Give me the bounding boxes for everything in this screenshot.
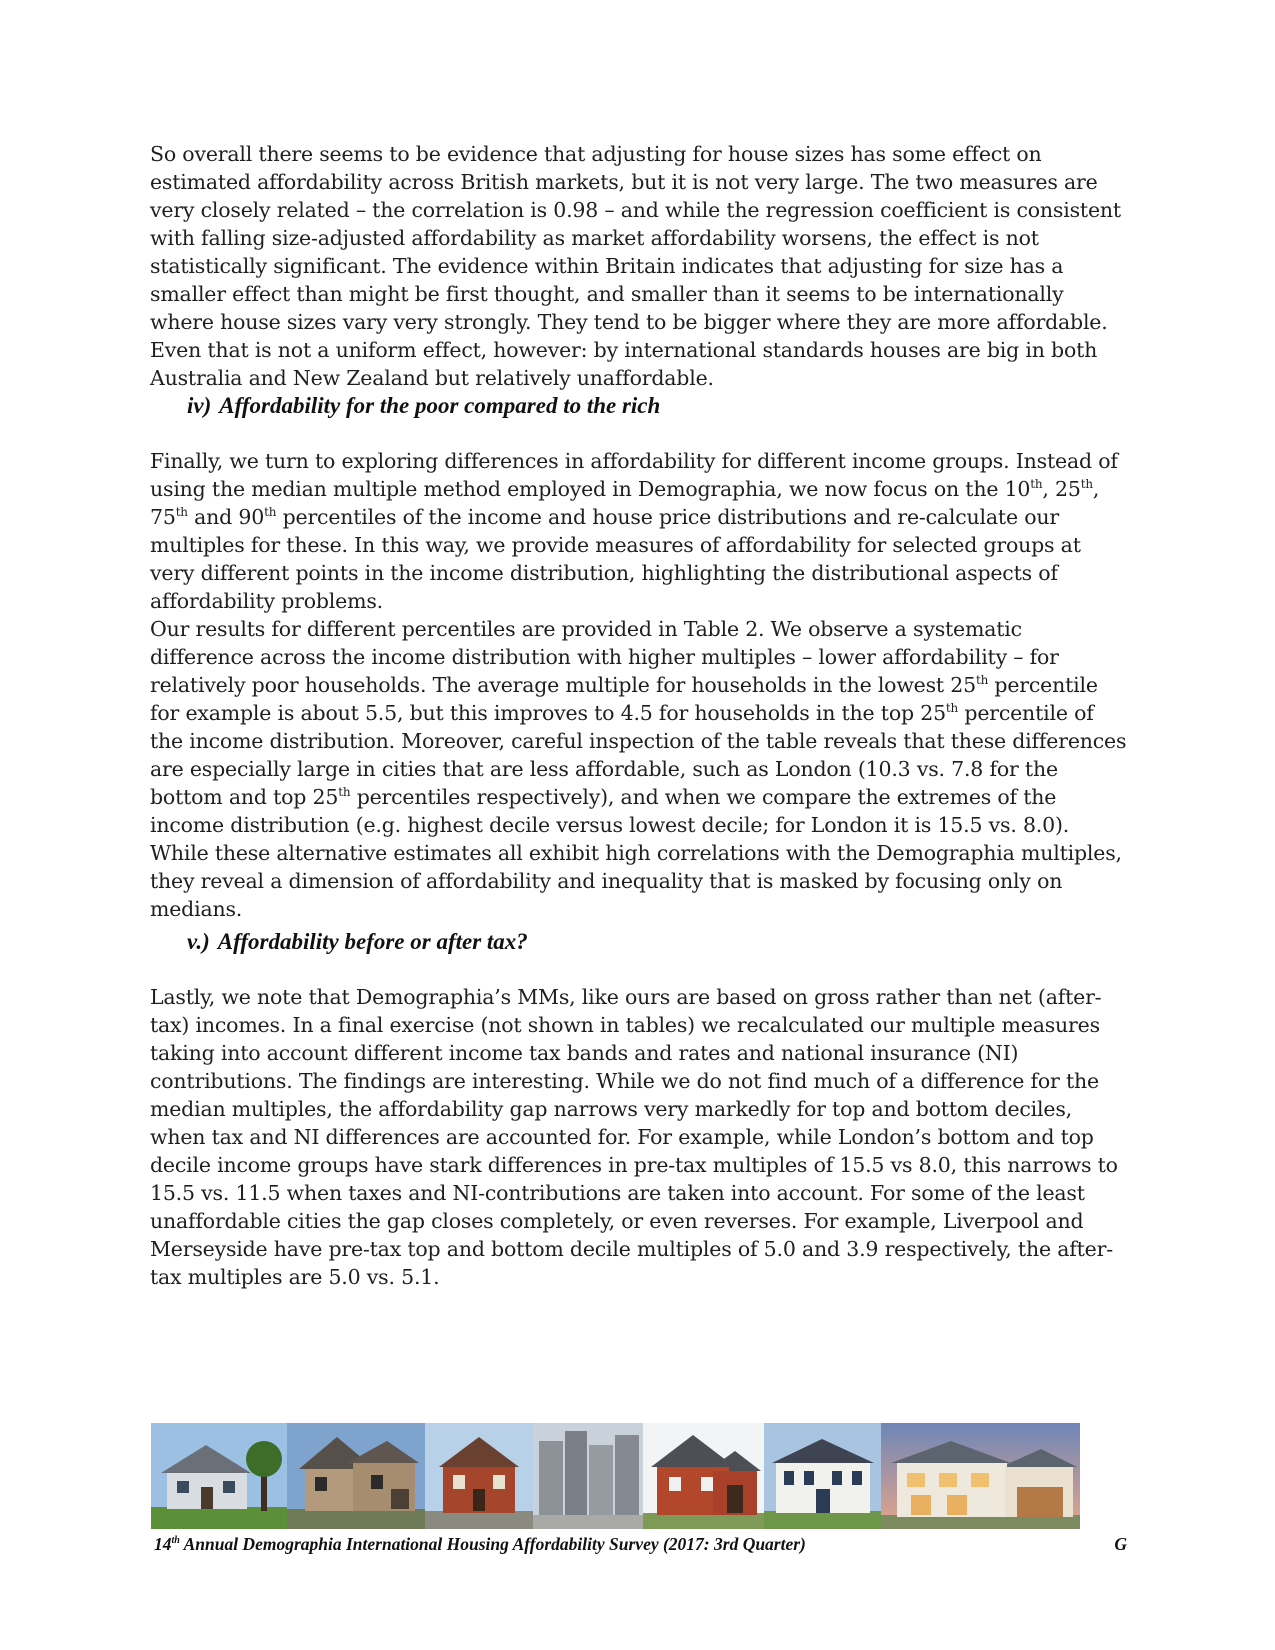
section-heading-v: [187, 928, 536, 956]
house-photo: [425, 1423, 533, 1529]
paragraph-size-adjustment: So overall there seems to be evidence that adjusting for house sizes has some effect on estimated affordability across British markets, but it is not very large. The two measures are very closely related – the correlation is 0.98 – and while the regression coefficient is consistent with falling size-adjusted affordability as market affordability worsens, the effect is not statistically significant. The evidence within Britain indicates that adjusting for size has a smaller effect than might be first thought, and smaller than it seems to be internationally where house sizes vary very strongly. They tend to be bigger where they are more affordable. Even that is not a uniform effect, however: by international standards houses are big in both Australia and New Zealand but relatively unaffordable.: [150, 142, 1121, 390]
page-footer: [154, 1534, 1127, 1555]
house-photo: [287, 1423, 425, 1529]
house-photo: [643, 1423, 764, 1529]
house-photo-strip: [151, 1423, 1130, 1529]
paragraph-after-tax: Lastly, we note that Demographia’s MMs, like ours are based on gross rather than net (after-tax) incomes. In a final exercise (not shown in tables) we recalculated our multiple measures taking into account different income tax bands and rates and national insurance (NI) contributions. The findings are interesting. While we do not find much of a difference for the median multiples, the affordability gap narrows very markedly for top and bottom deciles, when tax and NI differences are accounted for. For example, while London’s bottom and top decile income groups have stark differences in pre-tax multiples of 15.5 vs 8.0, this narrows to 15.5 vs. 11.5 when taxes and NI-contributions are taken into account. For some of the least unaffordable cities the gap closes completely, or even reverses. For example, Liverpool and Merseyside have pre-tax top and bottom decile multiples of 5.0 and 3.9 respectively, the after-tax multiples are 5.0 vs. 5.1.: [150, 985, 1118, 1289]
section-number: v.): [187, 929, 210, 954]
page-number: G: [1114, 1534, 1127, 1554]
section-number: iv): [187, 393, 212, 418]
footer-title: 14th Annual Demographia International Housing Affordability Survey (2017: 3rd Quarter): [154, 1534, 806, 1554]
house-photo: [764, 1423, 881, 1529]
section-title: Affordability for the poor compared to the rich: [219, 393, 661, 418]
paragraph-percentile-results: Our results for different percentiles are provided in Table 2. We observe a systematic difference across the income distribution with higher multiples – lower affordability – for relatively poor households. The average multiple for households in the lowest 25th percentile for example is about 5.5, but this improves to 4.5 for households in the top 25th percentile of the income distribution. Moreover, careful inspection of the table reveals that these differences are especially large in cities that are less affordable, such as London (10.3 vs. 7.8 for the bottom and top 25th percentiles respectively), and when we compare the extremes of the income distribution (e.g. highest decile versus lowest decile; for London it is 15.5 vs. 8.0). While these alternative estimates all exhibit high correlations with the Demographia multiples, they reveal a dimension of affordability and inequality that is masked by focusing only on medians.: [150, 617, 1127, 921]
apartment-towers-photo: [533, 1423, 643, 1529]
paragraph-income-groups: Finally, we turn to exploring differences in affordability for different income groups. Instead of using the median multiple method employed in Demographia, we now focus on the 10th, 25th, 75th and 90th percentiles of the income and house price distributions and re-calculate our multiples for these. In this way, we provide measures of affordability for selected groups at very different points in the income distribution, highlighting the distributional aspects of affordability problems.: [150, 449, 1118, 613]
house-photo: [881, 1423, 1080, 1529]
section-title: Affordability before or after tax?: [217, 929, 528, 954]
section-heading-iv: [187, 392, 668, 420]
house-photo: [151, 1423, 287, 1529]
